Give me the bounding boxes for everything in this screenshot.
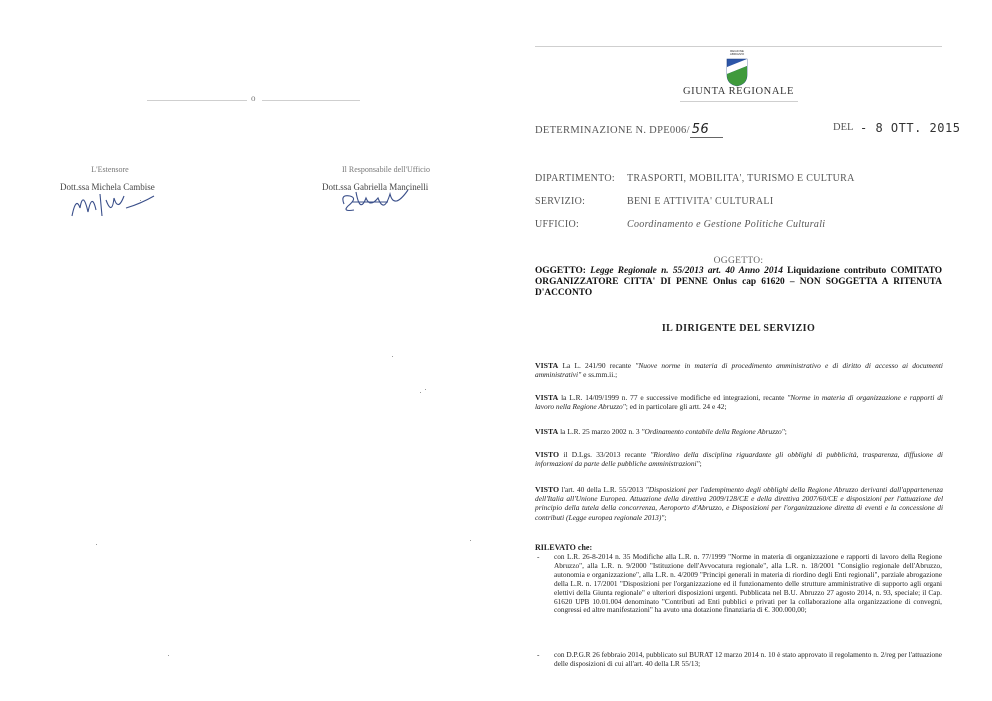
oggetto-law-ref: Legge Regionale n. 55/2013 art. 40 Anno 2014 <box>590 266 783 276</box>
logo-shield-icon <box>724 57 750 87</box>
servizio-row <box>535 196 773 207</box>
dipartimento-value: TRASPORTI, MOBILITA', TURISMO E CULTURA <box>627 173 855 184</box>
responsabile-name: Dott.ssa Gabriella Mancinelli <box>322 182 429 192</box>
rilevato-item-text: con L.R. 26-8-2014 n. 35 Modifiche alla L.R. n. 77/1999 "Norme in materia di organizzazione e rapporti di lavoro della Regione Abruzzo", alla L.R. n. 9/2000 "Istituzione dell'Avvocatura regionale", alla L.R. n. 18/2001 "Consiglio regionale dell'Abruzzo, autonomia e organizzazione", alla L.R. n. 4/2009 "Principi generali in materia di riordino degli Enti regionali", parziale abrogazione della L.R. n. 17/2001 "Disposizioni per l'organizzazione ed il funzionamento delle strutture amministrative di supporto agli organi elettivi della Giunta regionale" e ulteriori disposizioni urgenti. Pubblicata nel B.U. Abruzzo 27 agosto 2014, n. 93, speciale; il Cap. 61620 UPB 10.01.004 denominato "Contributi ad Enti pubblici e privati per la collaborazione alla organizzazione di convegni, congressi ed altre manifestazioni" ha avuto una dotazione finanziaria di €. 300.000,00; <box>554 552 942 615</box>
oggetto-prefix: OGGETTO: <box>535 266 586 276</box>
estensore-name: Dott.ssa Michela Cambise <box>60 182 155 192</box>
scan-speck <box>420 392 421 393</box>
scan-speck <box>168 655 169 656</box>
bullet-dash: - <box>537 650 540 659</box>
left-divider-mark: o <box>251 93 256 103</box>
determinazione-line <box>535 122 723 137</box>
ufficio-label: UFFICIO: <box>535 219 580 230</box>
left-divider-right <box>262 100 360 101</box>
visto-keyword: VISTO <box>535 450 560 459</box>
dipartimento-label: DIPARTIMENTO: <box>535 173 615 184</box>
servizio-value: BENI E ATTIVITA' CULTURALI <box>627 196 774 207</box>
rilevato-label: RILEVATO che: <box>535 543 593 552</box>
bullet-dash: - <box>537 552 540 561</box>
visto-text: il D.Lgs. 33/2013 recante <box>563 450 651 459</box>
vista-keyword: VISTA <box>535 427 559 436</box>
header-bottom-rule <box>680 101 798 102</box>
oggetto-text <box>535 266 942 299</box>
visto-keyword: VISTO <box>535 485 560 494</box>
visto-paragraph <box>535 485 943 522</box>
vista-keyword: VISTA <box>535 361 559 370</box>
scan-speck <box>392 356 393 357</box>
vista-text: la L.R. 14/09/1999 n. 77 e successive modifiche ed integrazioni, recante <box>561 393 788 402</box>
vista-paragraph <box>535 427 943 436</box>
estensore-signature <box>68 186 158 226</box>
giunta-regionale-title: GIUNTA REGIONALE <box>682 86 795 97</box>
rilevato-item <box>537 553 942 615</box>
responsabile-signature <box>338 184 428 224</box>
rilevato-item <box>537 651 942 669</box>
determinazione-prefix: N. DPE006/ <box>635 125 690 136</box>
oggetto-label: OGGETTO: <box>713 256 764 266</box>
determinazione-number: 56 <box>690 122 723 138</box>
servizio-label: SERVIZIO: <box>535 196 586 207</box>
scan-speck <box>425 389 426 390</box>
visto-quote: "Disposizioni per l'adempimento degli obblighi della Regione Abruzzo derivanti dall'appartenenza dell'Italia all'Unione Europea. Attuazione della direttiva 2009/128/CE e della direttiva 2007/60/CE e disposizioni per l'attuazione del principio della tutela della concorrenza, Aeroporto d'Abruzzo, e Disposizioni per l'organizzazione diretta di eventi e la concessione di contributi (Legge europea regionale 2013)" <box>535 485 943 522</box>
vista-paragraph <box>535 393 943 411</box>
determinazione-label: DETERMINAZIONE <box>535 125 633 136</box>
oggetto-body: Liquidazione contributo COMITATO ORGANIZZATORE CITTA' DI PENNE Onlus cap 61620 – NON SOGGETTA A RITENUTA D'ACCONTO <box>535 266 943 298</box>
vista-text: la L.R. 25 marzo 2002 n. 3 <box>560 427 642 436</box>
determinazione-date: - 8 OTT. 2015 <box>860 121 961 135</box>
rilevato-item-text: con D.P.G.R 26 febbraio 2014, pubblicato sul BURAT 12 marzo 2014 n. 10 è stato approvato il regolamento n. 2/reg per l'attuazione delle disposizioni di cui all'art. 40 della LR 55/13; <box>554 650 942 668</box>
visto-paragraph <box>535 450 943 468</box>
scan-speck <box>140 200 141 201</box>
responsabile-label: Il Responsabile dell'Ufficio <box>342 165 430 174</box>
visto-tail: ; <box>664 512 667 522</box>
dipartimento-row <box>535 173 855 184</box>
visto-text: l'art. 40 della L.R. 55/2013 <box>561 485 646 494</box>
ufficio-value: Coordinamento e Gestione Politiche Culturali <box>627 219 826 230</box>
header-top-rule <box>535 46 942 47</box>
dirigente-heading: IL DIRIGENTE DEL SERVIZIO <box>661 323 816 334</box>
estensore-label: L'Estensore <box>91 165 129 174</box>
vista-quote: "Nuove norme in materia di procedimento amministrativo e di diritto di accesso ai documenti amministrativi" <box>535 361 943 380</box>
regione-logo <box>724 50 750 86</box>
ufficio-row <box>535 219 825 230</box>
vista-tail: e ss.mm.ii.; <box>581 370 618 380</box>
visto-quote: "Riordino della disciplina riguardante gli obblighi di pubblicità, trasparenza, diffusione di informazioni da parte delle pubbliche amministrazioni" <box>535 450 943 469</box>
scan-speck <box>96 544 97 545</box>
vista-quote: "Norme in materia di organizzazione e rapporti di lavoro nella Regione Abruzzo" <box>535 393 943 412</box>
del-label: DEL <box>833 122 854 133</box>
visto-tail: ; <box>699 459 702 469</box>
vista-tail: ; ed in particolare gli artt. 24 e 42; <box>625 402 727 412</box>
vista-tail: ; <box>784 427 787 436</box>
logo-caption: REGIONE ABRUZZO <box>729 49 745 56</box>
vista-quote: "Ordinamento contabile della Regione Abruzzo" <box>641 427 785 436</box>
left-divider-left <box>147 100 247 101</box>
vista-text: La L. 241/90 recante <box>562 361 636 370</box>
vista-paragraph <box>535 361 943 379</box>
vista-keyword: VISTA <box>535 393 559 402</box>
scan-speck <box>470 540 471 541</box>
